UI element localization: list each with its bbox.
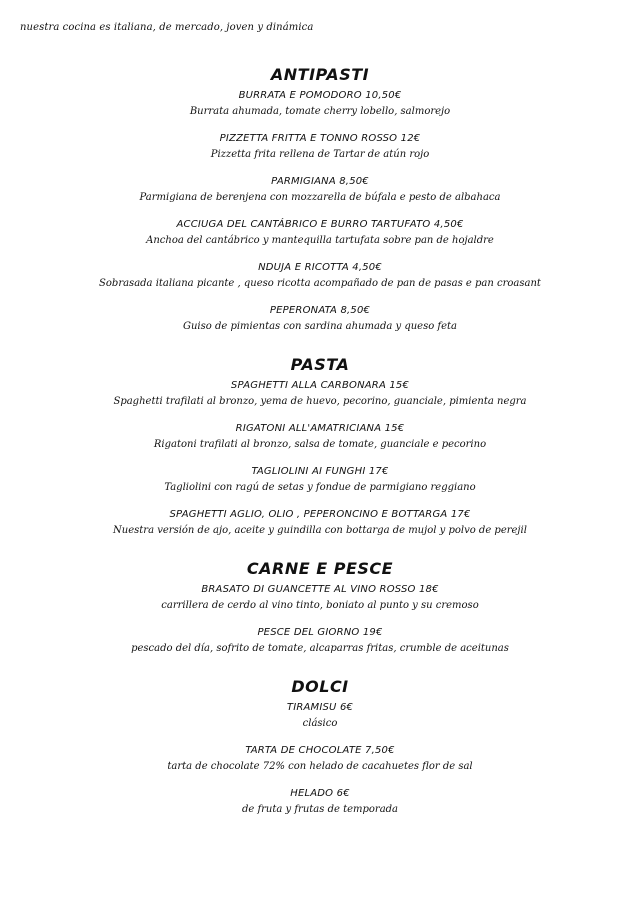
menu-tagline: nuestra cocina es italiana, de mercado, joven y dinámica	[20, 22, 314, 33]
menu-item	[0, 582, 640, 614]
item-name: SPAGHETTI AGLIO, OLIO , PEPERONCINO E BOTTARGA 17€	[169, 509, 471, 520]
section-title: ANTIPASTI	[270, 65, 370, 84]
menu-item	[0, 303, 640, 335]
item-name: RIGATONI ALL'AMATRICIANA 15€	[235, 423, 405, 434]
section-title: DOLCI	[291, 677, 349, 696]
menu-item	[0, 260, 640, 292]
menu-item	[0, 88, 640, 120]
item-description: tarta de chocolate 72% con helado de cacahuetes flor de sal	[167, 761, 473, 772]
menu-item	[0, 174, 640, 206]
item-description: Pizzetta frita rellena de Tartar de atún rojo	[210, 149, 430, 160]
item-description: Sobrasada italiana picante , queso ricotta acompañado de pan de pasas e pan croasant	[99, 278, 541, 289]
menu-item	[0, 743, 640, 775]
menu-body	[0, 62, 640, 829]
section-dolci	[0, 674, 640, 818]
item-name: TARTA DE CHOCOLATE 7,50€	[245, 745, 395, 756]
menu-item	[0, 378, 640, 410]
menu-item	[0, 507, 640, 539]
item-name: PEPERONATA 8,50€	[269, 305, 371, 316]
section-pasta	[0, 352, 640, 539]
section-title: CARNE E PESCE	[246, 559, 394, 578]
item-name: PESCE DEL GIORNO 19€	[257, 627, 383, 638]
item-description: pescado del día, sofrito de tomate, alcaparras fritas, crumble de aceitunas	[131, 643, 509, 654]
item-name: TIRAMISU 6€	[286, 702, 354, 713]
item-name: SPAGHETTI ALLA CARBONARA 15€	[230, 380, 410, 391]
item-description: Tagliolini con ragú de setas y fondue de parmigiano reggiano	[164, 482, 476, 493]
menu-item	[0, 217, 640, 249]
item-description: de fruta y frutas de temporada	[241, 804, 399, 815]
item-description: Guiso de pimientas con sardina ahumada y queso feta	[182, 321, 458, 332]
menu-item	[0, 786, 640, 818]
item-description: Nuestra versión de ajo, aceite y guindilla con bottarga de mujol y polvo de perejil	[113, 525, 527, 536]
section-antipasti	[0, 62, 640, 335]
item-description: Rigatoni trafilati al bronzo, salsa de tomate, guanciale e pecorino	[153, 439, 487, 450]
item-name: TAGLIOLINI AI FUNGHI 17€	[251, 466, 389, 477]
item-description: clásico	[302, 718, 338, 729]
item-name: PARMIGIANA 8,50€	[271, 176, 369, 187]
menu-item	[0, 700, 640, 732]
item-description: carrillera de cerdo al vino tinto, boniato al punto y su cremoso	[161, 600, 479, 611]
item-name: NDUJA E RICOTTA 4,50€	[258, 262, 382, 273]
menu-item	[0, 464, 640, 496]
section-carne-e-pesce	[0, 556, 640, 657]
item-name: HELADO 6€	[290, 788, 350, 799]
item-description: Parmigiana de berenjena con mozzarella de búfala e pesto de albahaca	[139, 192, 501, 203]
item-name: BRASATO DI GUANCETTE AL VINO ROSSO 18€	[201, 584, 439, 595]
item-name: ACCIUGA DEL CANTÁBRICO E BURRO TARTUFATO 4,50€	[176, 219, 464, 230]
item-description: Spaghetti trafilati al bronzo, yema de huevo, pecorino, guanciale, pimienta negra	[113, 396, 527, 407]
section-title: PASTA	[290, 355, 350, 374]
menu-item	[0, 625, 640, 657]
item-name: PIZZETTA FRITTA E TONNO ROSSO 12€	[219, 133, 421, 144]
item-description: Burrata ahumada, tomate cherry lobello, salmorejo	[189, 106, 451, 117]
menu-item	[0, 131, 640, 163]
item-name: BURRATA E POMODORO 10,50€	[238, 90, 402, 101]
menu-item	[0, 421, 640, 453]
item-description: Anchoa del cantábrico y mantequilla tartufata sobre pan de hojaldre	[146, 235, 494, 246]
